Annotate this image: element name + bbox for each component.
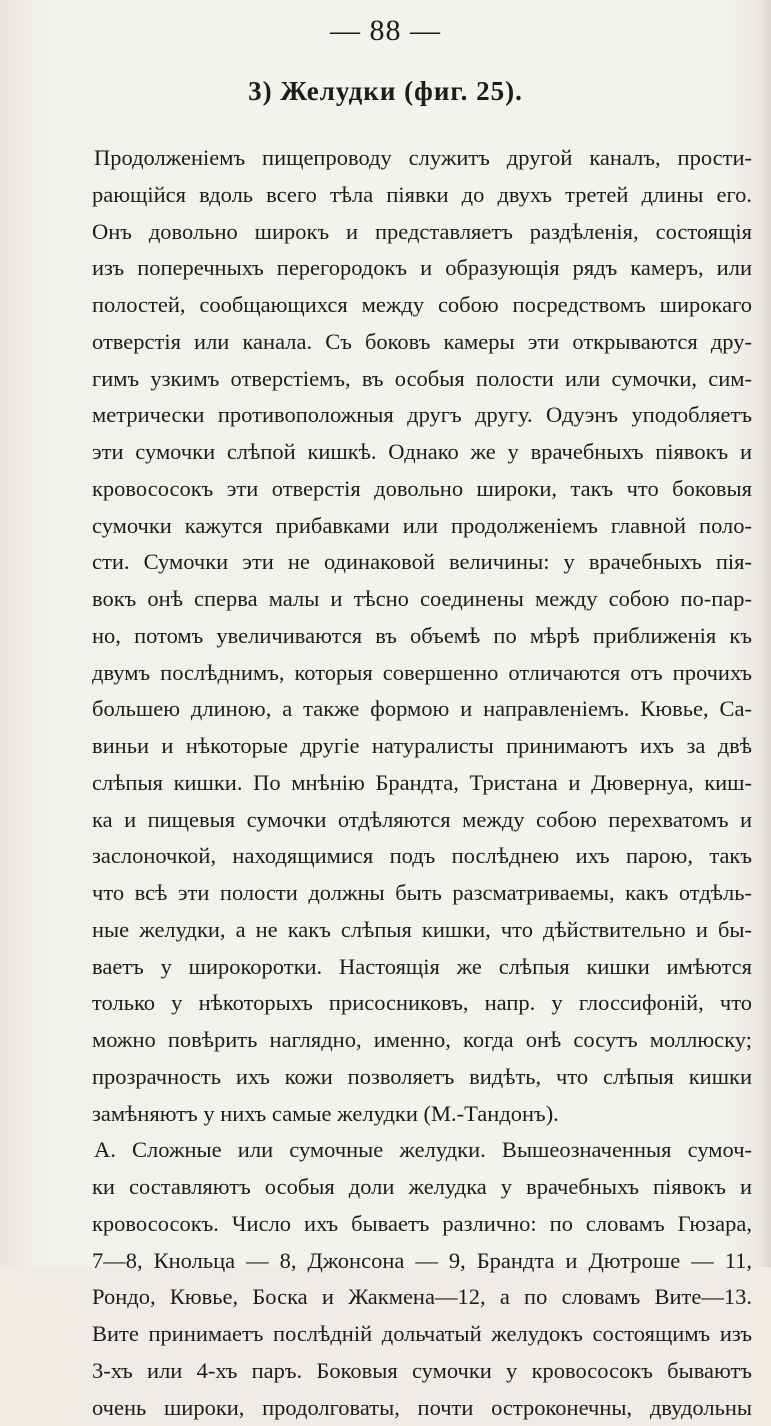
text-line: кровососокъ. Число ихъ бываетъ различно: по словамъ Гюзара, xyxy=(92,1206,752,1243)
text-line: рающійся вдоль всего тѣла піявки до двухъ третей длины его. xyxy=(92,177,752,214)
text-line: 3-хъ или 4-хъ паръ. Боковыя сумочки у кровососокъ бываютъ xyxy=(92,1353,752,1390)
text-line: большею длиною, а также формою и направленіемъ. Кювье, Са- xyxy=(92,691,752,728)
text-line: замѣняютъ у нихъ самые желудки (М.-Тандонъ). xyxy=(92,1096,752,1133)
text-line: двумъ послѣднимъ, которыя совершенно отличаются отъ прочихъ xyxy=(92,655,752,692)
text-line: слѣпыя кишки. По мнѣнію Брандта, Тристана и Дювернуа, киш- xyxy=(92,765,752,802)
text-line: отверстія или канала. Съ боковъ камеры эти открываются дру- xyxy=(92,324,752,361)
text-line: но, потомъ увеличиваются въ объемѣ по мѣрѣ приближенія къ xyxy=(92,618,752,655)
text-line: очень широки, продолговаты, почти остроконечны, двудольны xyxy=(92,1390,752,1426)
page-edge-shadow xyxy=(757,0,771,1267)
page-number: — 88 — xyxy=(0,14,771,48)
text-line: можно повѣрить наглядно, именно, когда онѣ сосутъ моллюску; xyxy=(92,1022,752,1059)
text-line: кровососокъ эти отверстія довольно широки, такъ что боковыя xyxy=(92,471,752,508)
text-line: заслоночкой, находящимися подъ послѣднею ихъ парою, такъ xyxy=(92,838,752,875)
text-line: Продолженіемъ пищепроводу служитъ другой каналъ, прости- xyxy=(92,140,752,177)
text-line: ка и пищевыя сумочки отдѣляются между собою перехватомъ и xyxy=(92,802,752,839)
text-line: только у нѣкоторыхъ присосниковъ, напр. у глоссифоній, что xyxy=(92,985,752,1022)
section-heading: 3) Желудки (фиг. 25). xyxy=(0,76,771,107)
text-line: Рондо, Кювье, Боска и Жакмена—12, а по словамъ Вите—13. xyxy=(92,1279,752,1316)
text-line: 7—8, Кнольца — 8, Джонсона — 9, Брандта и Дютроше — 11, xyxy=(92,1243,752,1280)
text-line: что всѣ эти полости должны быть разсматриваемы, какъ отдѣль- xyxy=(92,875,752,912)
text-line: метрически противоположныя другъ другу. Одуэнъ уподобляетъ xyxy=(92,397,752,434)
text-line: вокъ онѣ сперва малы и тѣсно соединены между собою по-пар- xyxy=(92,581,752,618)
text-line: ваетъ у широкоротки. Настоящія же слѣпыя кишки имѣются xyxy=(92,949,752,986)
body-text xyxy=(92,140,752,1426)
text-line: Вите принимаетъ послѣдній дольчатый желудокъ состоящимъ изъ xyxy=(92,1316,752,1353)
text-line: ные желудки, а не какъ слѣпыя кишки, что дѣйствительно и бы- xyxy=(92,912,752,949)
text-line: Онъ довольно широкъ и представляетъ раздѣленія, состоящія xyxy=(92,214,752,251)
text-line: виньи и нѣкоторые другіе натуралисты принимаютъ ихъ за двѣ xyxy=(92,728,752,765)
text-line: А. Сложные или сумочные желудки. Вышеозначенныя сумоч- xyxy=(92,1132,752,1169)
text-line: сумочки кажутся прибавками или продолженіемъ главной поло- xyxy=(92,508,752,545)
text-line: эти сумочки слѣпой кишкѣ. Однако же у врачебныхъ піявокъ и xyxy=(92,434,752,471)
text-line: изъ поперечныхъ перегородокъ и образующія рядъ камеръ, или xyxy=(92,250,752,287)
text-line: прозрачность ихъ кожи позволяетъ видѣть, что слѣпыя кишки xyxy=(92,1059,752,1096)
text-line: сти. Сумочки эти не одинаковой величины: у врачебныхъ пія- xyxy=(92,544,752,581)
text-line: полостей, сообщающихся между собою посредствомъ широкаго xyxy=(92,287,752,324)
text-line: ки составляютъ особыя доли желудка у врачебныхъ піявокъ и xyxy=(92,1169,752,1206)
text-line: гимъ узкимъ отверстіемъ, въ особыя полости или сумочки, сим- xyxy=(92,361,752,398)
